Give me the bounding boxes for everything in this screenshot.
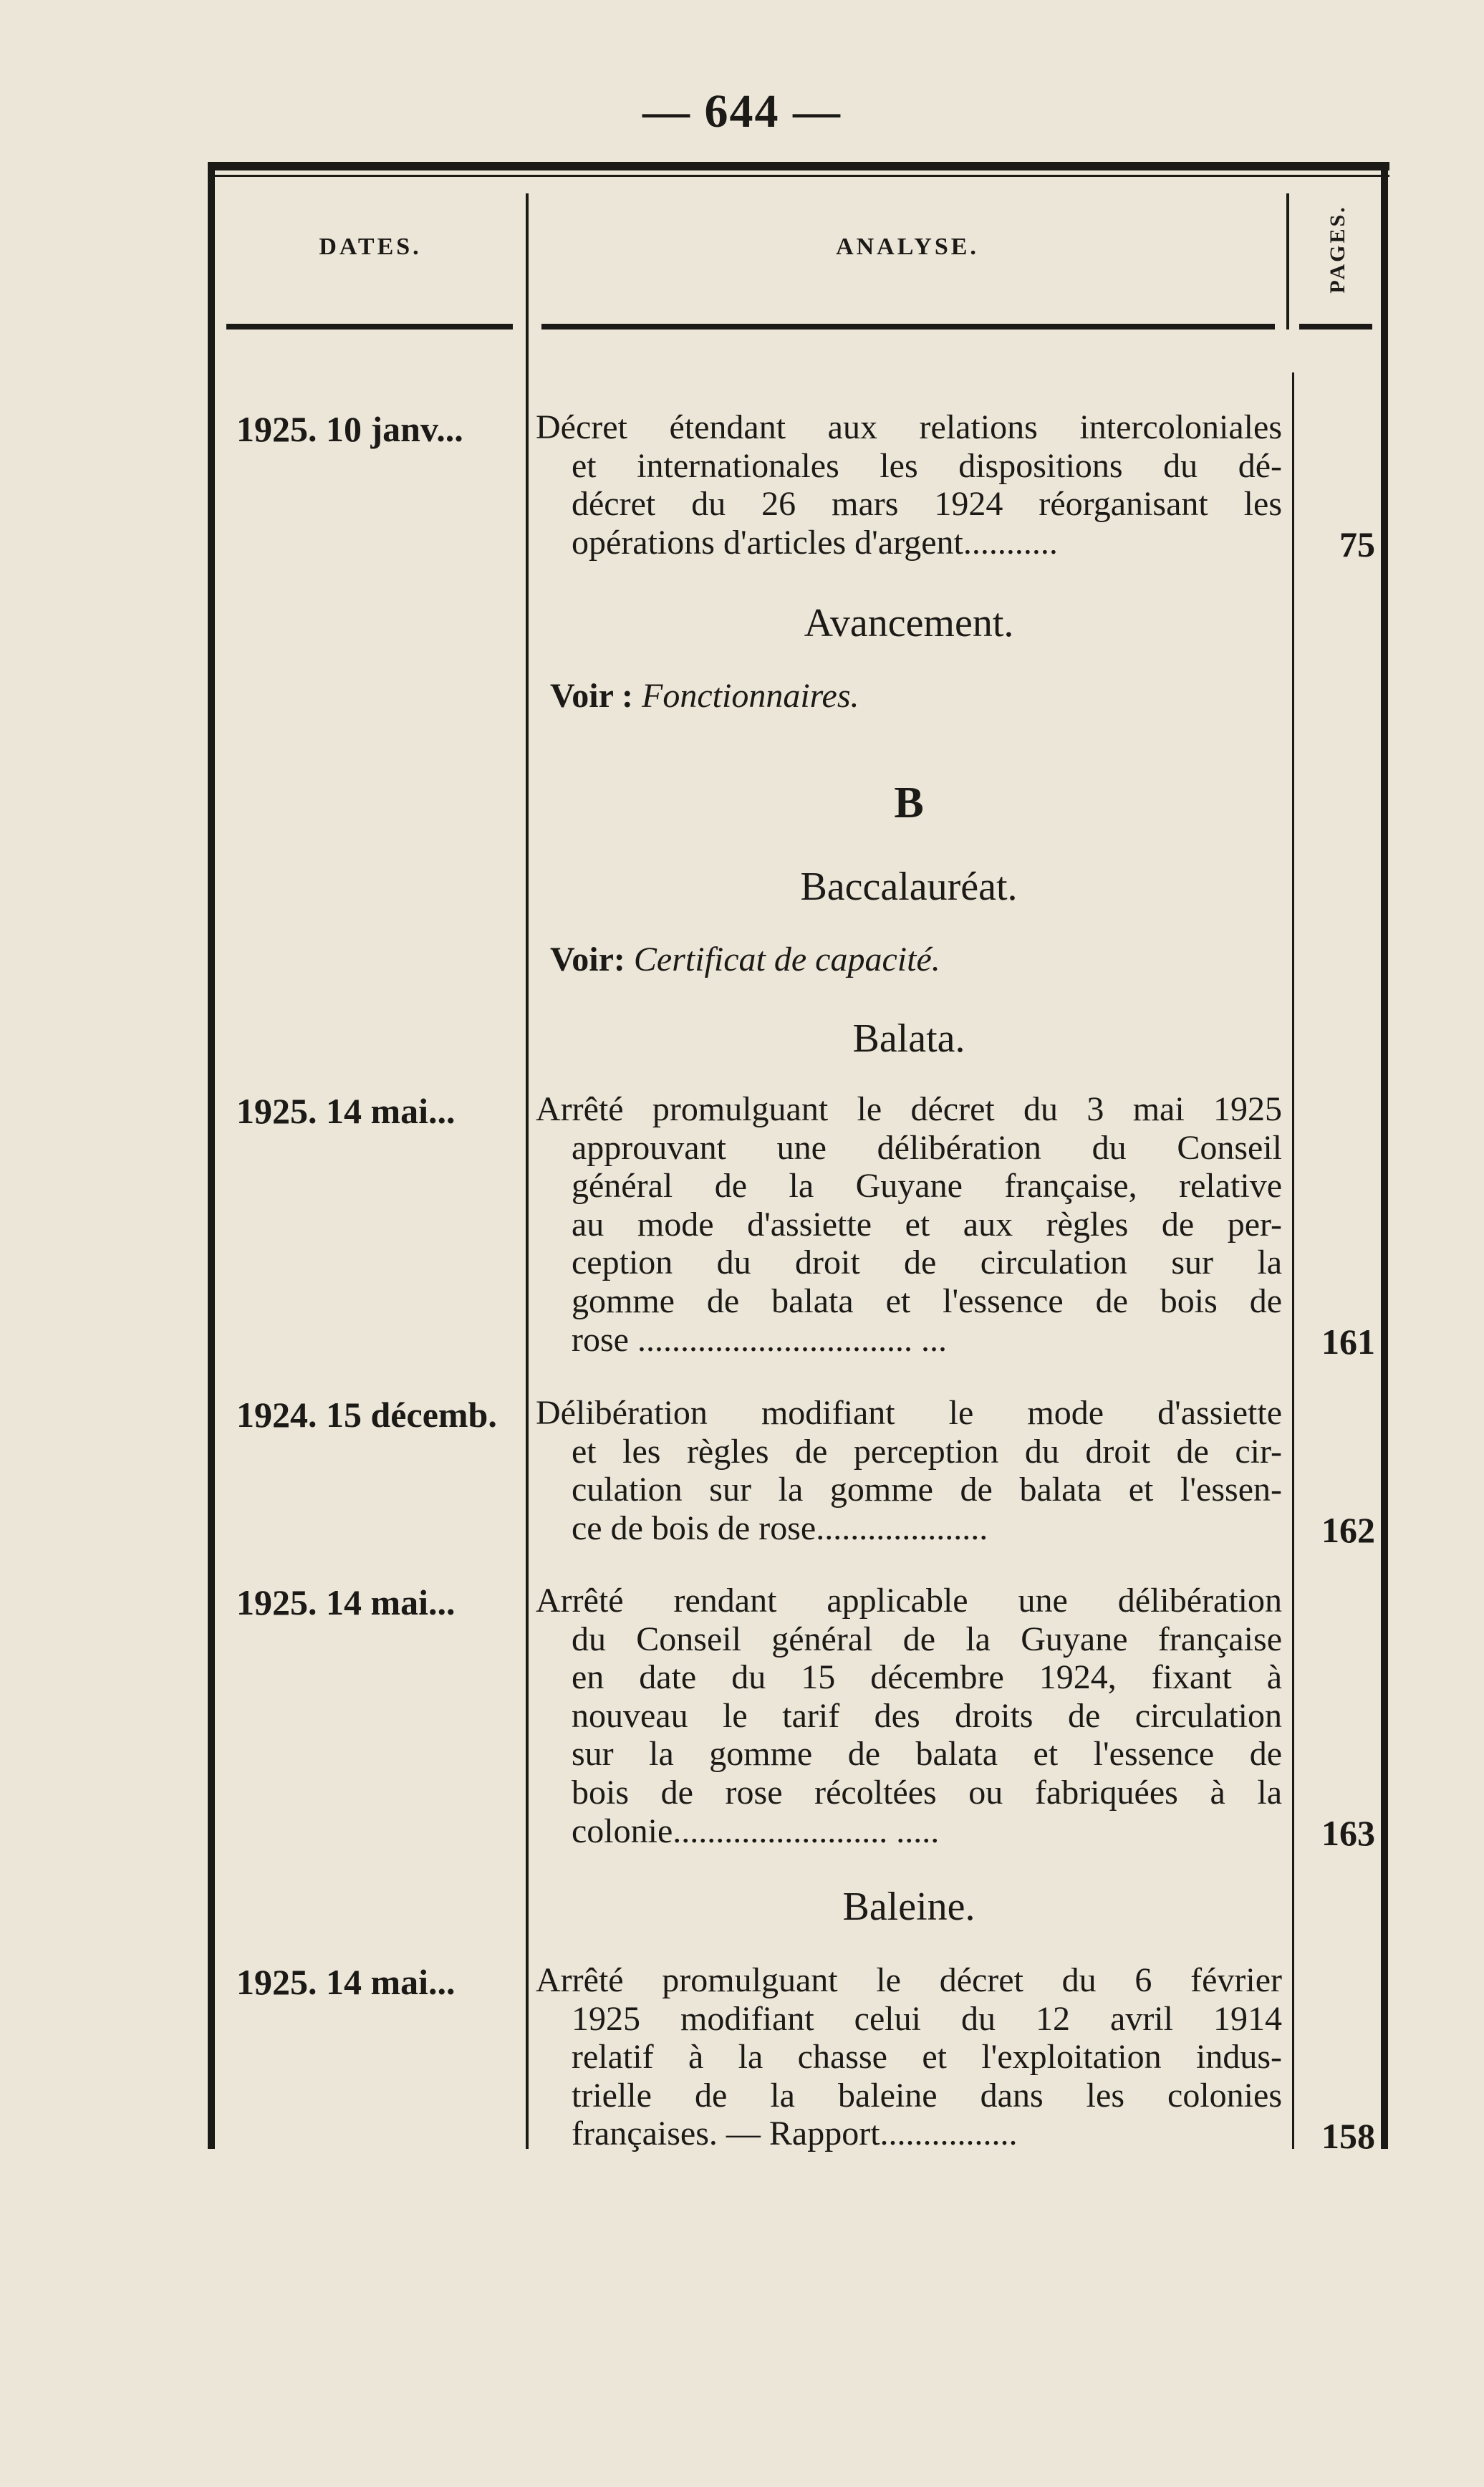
voir-target: Fonctionnaires. (642, 677, 859, 715)
voir-reference (550, 676, 859, 716)
divider-analyse-pages-header (1286, 193, 1289, 329)
entry-text (536, 1394, 1282, 1547)
entry-line: rose ................................ ... (572, 1320, 947, 1359)
entry-line: et les règles de perception du droit de cir- (572, 1432, 1282, 1471)
entry-line: et internationales les dispositions du dé- (572, 446, 1282, 485)
entry-text (536, 408, 1282, 562)
entry-line: approuvant une délibération du Conseil (572, 1128, 1282, 1167)
page-number: — 644 — (642, 85, 842, 138)
entry-text (536, 1090, 1282, 1359)
entry-line: bois de rose récoltées ou fabriquées à la (572, 1773, 1282, 1812)
top-rule-thin (208, 175, 1389, 177)
entry-line: opérations d'articles d'argent........... (572, 523, 1058, 562)
entry-line: relatif à la chasse et l'exploitation indus- (572, 2038, 1282, 2077)
entry-page-ref: 75 (1339, 524, 1375, 564)
entry-line: ception du droit de circulation sur la (572, 1244, 1282, 1282)
entry-line: en date du 15 décembre 1924, fixant à (572, 1658, 1282, 1697)
header-rule-dates (226, 324, 513, 329)
left-border (208, 170, 215, 2149)
entry-line: Délibération modifiant le mode d'assiette (536, 1394, 1282, 1432)
entry-page-ref: 162 (1321, 1510, 1375, 1550)
header-analyse: ANALYSE. (836, 234, 979, 260)
header-pages: PAGES. (1326, 205, 1349, 294)
entry-line: françaises. — Rapport................ (572, 2115, 1018, 2153)
entry-line: 1925 modifiant celui du 12 avril 1914 (572, 1999, 1282, 2038)
heading-balata: Balata. (852, 1016, 965, 1061)
section-letter: B (894, 779, 924, 827)
voir-label: Voir : (550, 677, 634, 715)
voir-target: Certificat de capacité. (633, 941, 940, 978)
entry-line: Arrêté rendant applicable une délibération (536, 1582, 1282, 1620)
heading-avancement: Avancement. (804, 601, 1014, 645)
entry-line: culation sur la gomme de balata et l'essen- (572, 1471, 1282, 1509)
heading-baleine: Baleine. (842, 1885, 975, 1929)
entry-line: nouveau le tarif des droits de circulation (572, 1696, 1282, 1735)
entry-line: du Conseil général de la Guyane française (572, 1620, 1282, 1658)
entry-line: ce de bois de rose.................... (572, 1509, 988, 1547)
entry-line: trielle de la baleine dans les colonies (572, 2076, 1282, 2115)
divider-dates-analyse (526, 193, 529, 2149)
heading-baccalaureat: Baccalauréat. (800, 865, 1018, 909)
entry-date: 1924. 15 décemb. (236, 1395, 497, 1435)
entry-line: Décret étendant aux relations intercoloniales (536, 408, 1282, 446)
voir-reference (550, 940, 940, 979)
entry-page-ref: 161 (1321, 1322, 1375, 1362)
entry-line: général de la Guyane française, relative (572, 1167, 1282, 1206)
entry-date: 1925. 14 mai... (236, 1962, 456, 2002)
entry-text (536, 1582, 1282, 1850)
right-border (1381, 170, 1388, 2149)
entry-date: 1925. 14 mai... (236, 1582, 456, 1622)
entry-line: sur la gomme de balata et l'essence de (572, 1735, 1282, 1774)
entry-date: 1925. 14 mai... (236, 1091, 456, 1131)
entry-line: Arrêté promulguant le décret du 6 février (536, 1961, 1282, 1999)
divider-analyse-pages-body (1292, 372, 1294, 2149)
header-rule-pages (1299, 324, 1372, 329)
entry-page-ref: 163 (1321, 1813, 1375, 1853)
header-rule-analyse (541, 324, 1275, 329)
entry-line: Arrêté promulguant le décret du 3 mai 1925 (536, 1090, 1282, 1128)
entry-line: décret du 26 mars 1924 réorganisant les (572, 485, 1282, 524)
top-rule-thick (208, 162, 1389, 170)
entry-text (536, 1961, 1282, 2153)
entry-line: au mode d'assiette et aux règles de per- (572, 1205, 1282, 1244)
entry-line: gomme de balata et l'essence de bois de (572, 1281, 1282, 1320)
entry-date: 1925. 10 janv... (236, 409, 463, 449)
entry-page-ref: 158 (1321, 2116, 1375, 2156)
header-dates: DATES. (319, 234, 422, 260)
voir-label: Voir: (550, 941, 625, 978)
entry-line: colonie......................... ..... (572, 1812, 940, 1850)
